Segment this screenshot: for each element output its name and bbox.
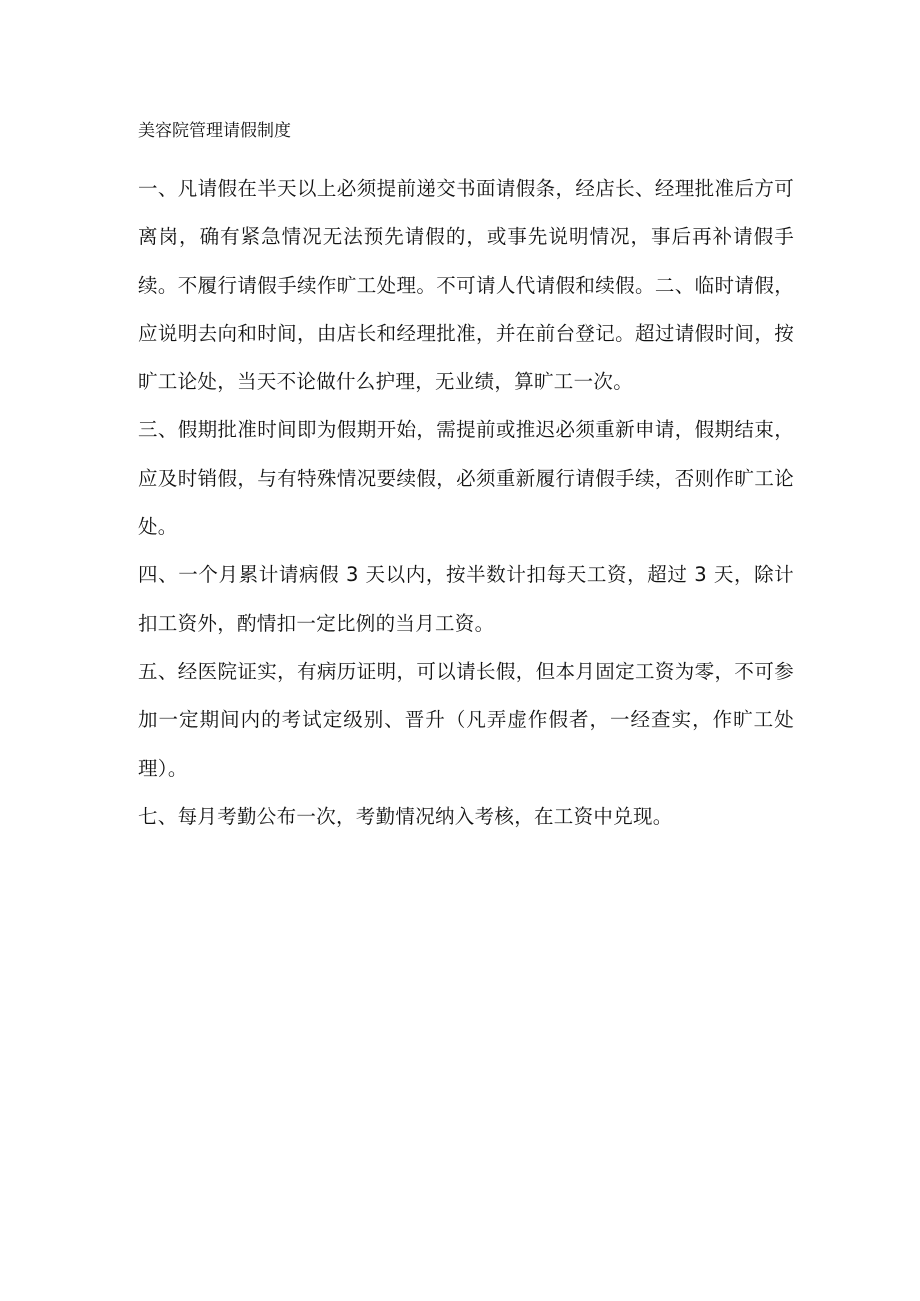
paragraph-long-leave-rules: 五、经医院证实，有病历证明，可以请长假，但本月固定工资为零，不可参加一定期间内的考试定级别、晋升（凡弄虚作假者，一经查实，作旷工处理）。 [138,659,794,780]
paragraph-leave-period-rules: 三、假期批准时间即为假期开始，需提前或推迟必须重新申请，假期结束，应及时销假，与有特殊情况要续假，必须重新履行请假手续，否则作旷工论处。 [138,418,794,539]
paragraph-attendance-rules: 七、每月考勤公布一次，考勤情况纳入考核，在工资中兑现。 [138,804,673,828]
document-title: 美容院管理请假制度 [138,121,291,141]
paragraph-sick-leave-rules: 四、一个月累计请病假 3 天以内，按半数计扣每天工资，超过 3 天，除计扣工资外，酌情扣一定比例的当月工资。 [138,563,794,635]
document-page [138,117,794,841]
paragraph-leave-request-rules: 一、凡请假在半天以上必须提前递交书面请假条，经店长、经理批准后方可离岗，确有紧急情况无法预先请假的，或事先说明情况，事后再补请假手续。不履行请假手续作旷工处理。不可请人代请假和续假。二、临时请假，应说明去向和时间，由店长和经理批准，并在前台登记。超过请假时间，按旷工论处，当天不论做什么护理，无业绩，算旷工一次。 [138,177,794,394]
